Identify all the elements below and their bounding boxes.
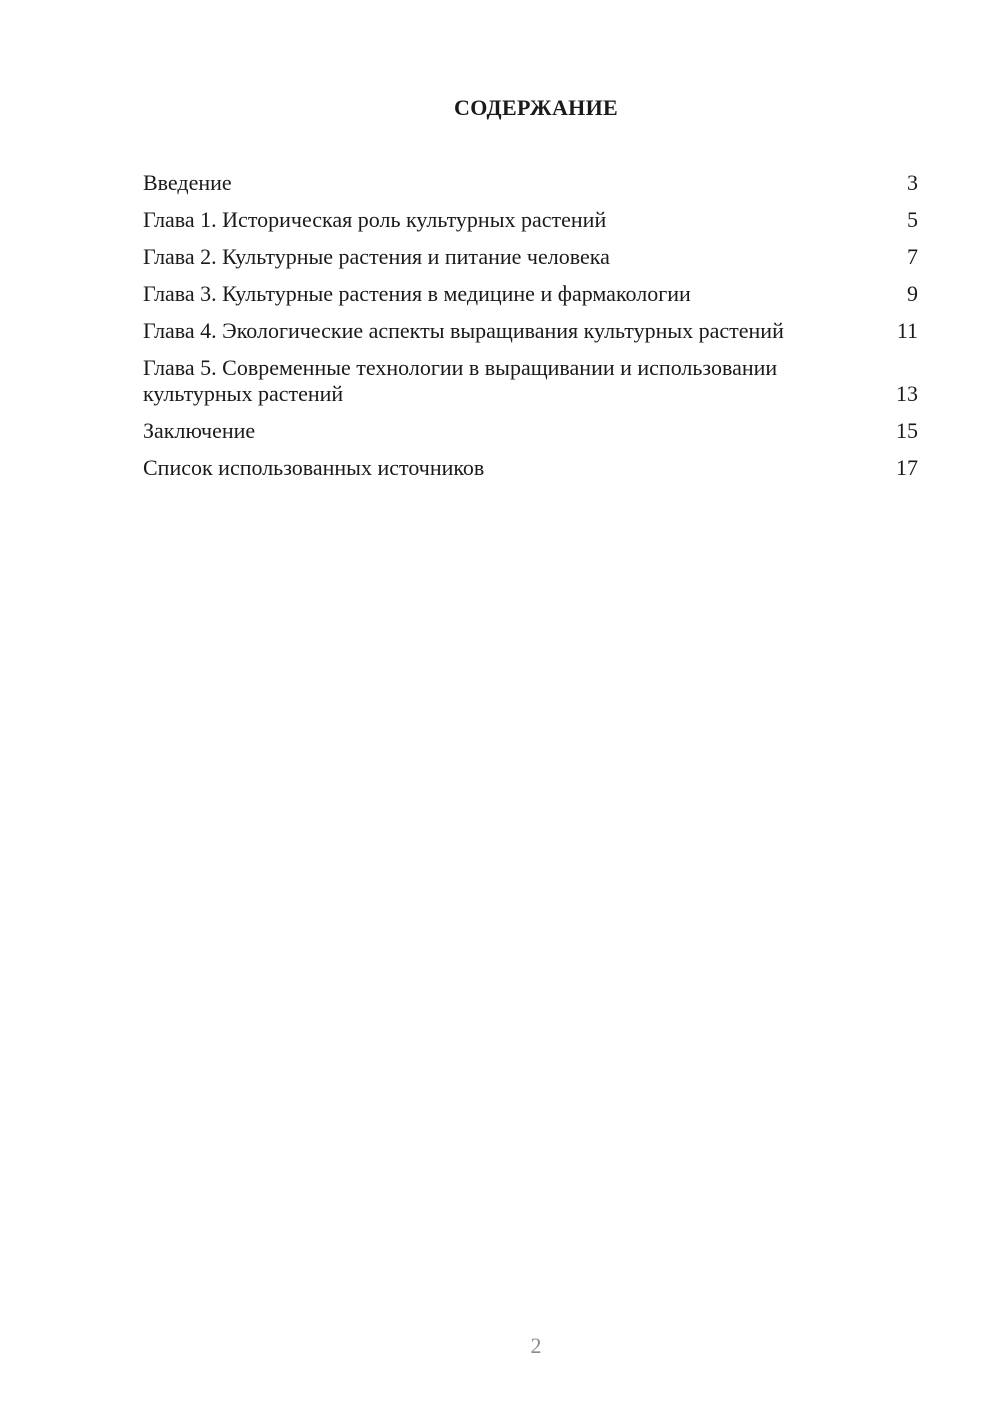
page-number: 2 — [530, 1333, 542, 1358]
toc-entry-page: 7 — [907, 244, 918, 269]
toc-entry-title: Глава 1. Историческая роль культурных растений — [143, 207, 607, 232]
toc-entry-title: Глава 3. Культурные растения в медицине и фармакологии — [143, 281, 691, 306]
toc-entry-title: Глава 2. Культурные растения и питание человека — [143, 244, 610, 269]
toc-entry-title: Глава 5. Современные технологии в выращивании и использовании культурных растений — [143, 355, 778, 406]
toc-entry-page: 5 — [907, 207, 918, 232]
toc-entry-page: 13 — [896, 381, 918, 406]
toc-entry-title: Заключение — [143, 418, 256, 443]
toc-entry — [143, 318, 918, 344]
toc-entry-title: Глава 4. Экологические аспекты выращивания культурных растений — [143, 318, 784, 343]
toc-entry — [143, 281, 918, 307]
page-title: СОДЕРЖАНИЕ — [454, 95, 618, 120]
toc-entry — [143, 170, 918, 196]
toc-entry-page: 3 — [907, 170, 918, 195]
toc-entry-title: Список использованных источников — [143, 455, 485, 480]
toc-entry-title: Введение — [143, 170, 232, 195]
toc-entry-page: 17 — [896, 455, 918, 480]
toc-entry — [143, 207, 918, 233]
toc-entry — [143, 418, 918, 444]
toc-entry — [143, 355, 918, 407]
toc-entry-page: 15 — [896, 418, 918, 443]
toc-entry-page: 11 — [896, 318, 918, 343]
toc-entry — [143, 244, 918, 270]
toc-entry-page: 9 — [907, 281, 918, 306]
toc-entry — [143, 455, 918, 481]
table-of-contents — [143, 170, 918, 492]
